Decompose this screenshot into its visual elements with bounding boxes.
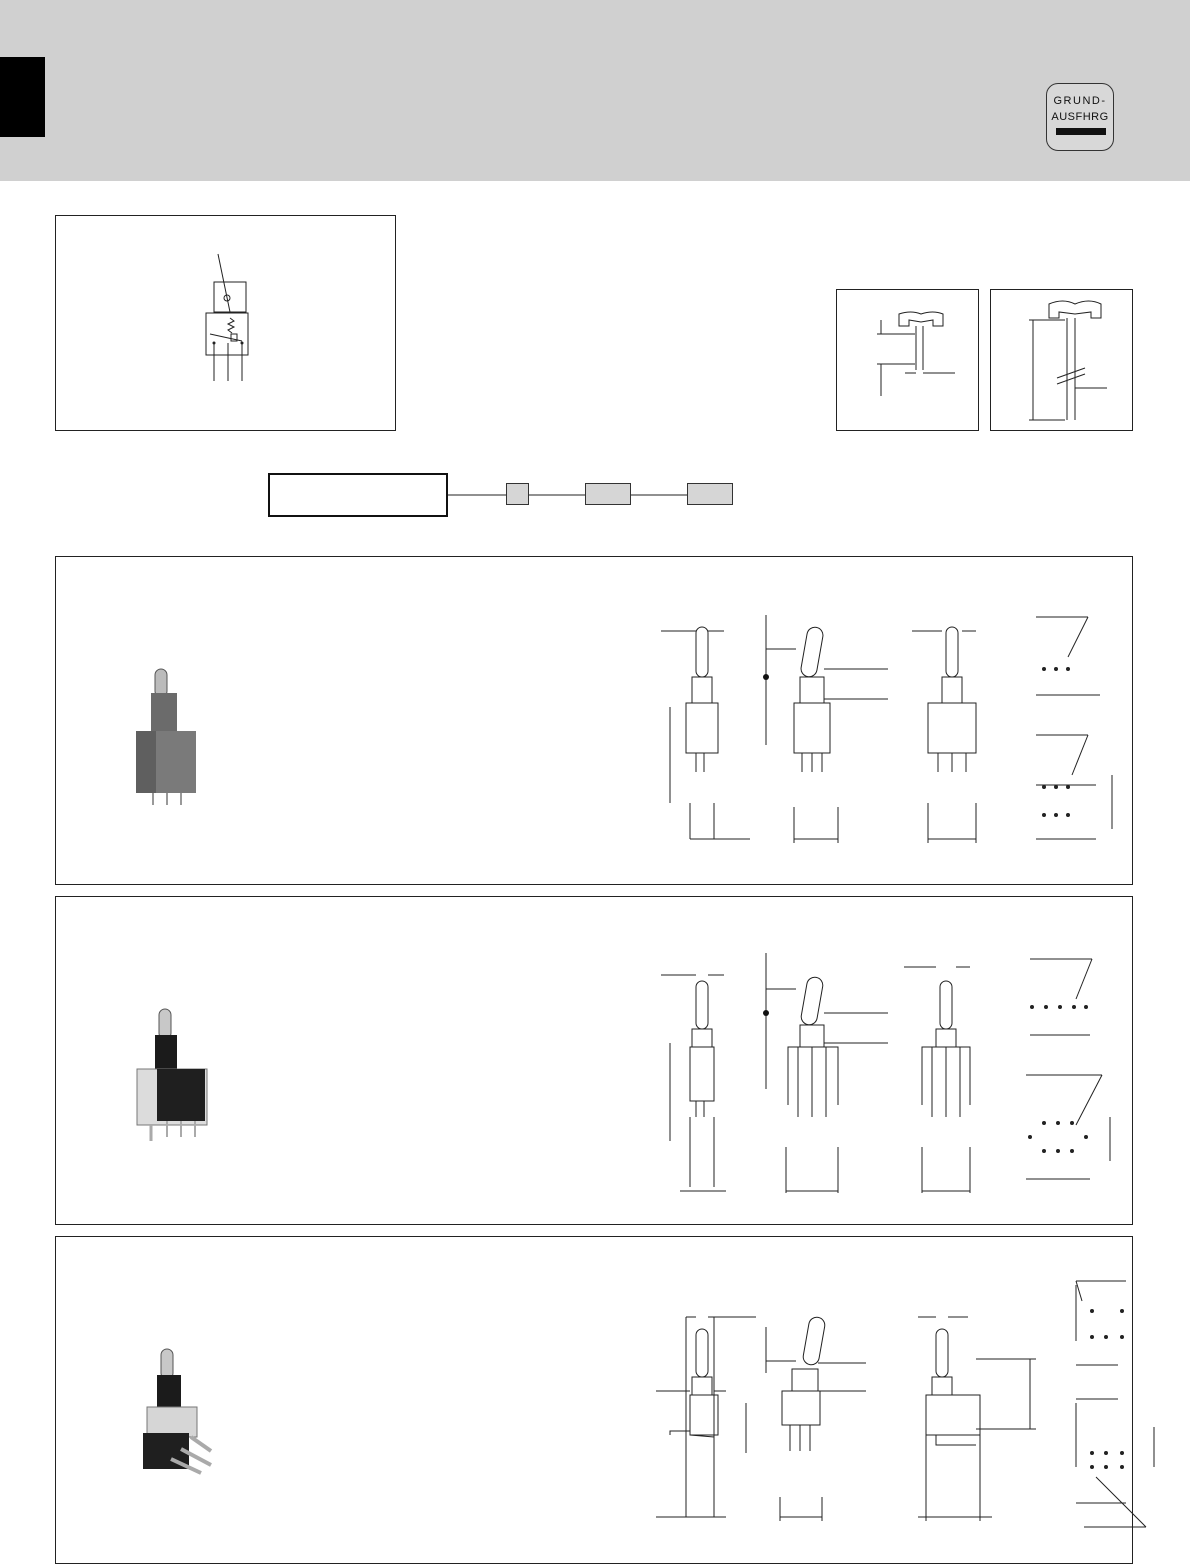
dimension-drawing-2	[656, 947, 1116, 1197]
schematic-box	[55, 215, 396, 431]
switch-photo-3	[131, 1341, 241, 1481]
order-code-field-2	[585, 483, 631, 505]
switch-photo-1	[131, 661, 231, 801]
order-code-field-1	[506, 483, 529, 505]
badge-line-2: AUSFHRG	[1051, 111, 1109, 123]
variant-section-1	[55, 556, 1133, 885]
long-lever-detail-box	[990, 289, 1133, 431]
short-lever-drawing	[837, 290, 980, 432]
dimension-drawing-1	[656, 607, 1116, 857]
short-lever-detail-box	[836, 289, 979, 431]
section-tab-marker	[0, 57, 45, 137]
switch-photo-2	[131, 1001, 231, 1151]
badge-bar	[1056, 128, 1106, 135]
badge-line-1: GRUND-	[1053, 95, 1107, 107]
page-header	[0, 0, 1190, 181]
long-lever-drawing	[991, 290, 1134, 432]
variant-section-2	[55, 896, 1133, 1225]
order-code-field-3	[687, 483, 733, 505]
switch-schematic-diagram	[56, 216, 397, 432]
variant-section-3	[55, 1236, 1133, 1564]
order-code-main-box	[268, 473, 448, 517]
dimension-drawing-3	[656, 1277, 1126, 1559]
grundausfuehrung-badge	[1046, 83, 1114, 151]
